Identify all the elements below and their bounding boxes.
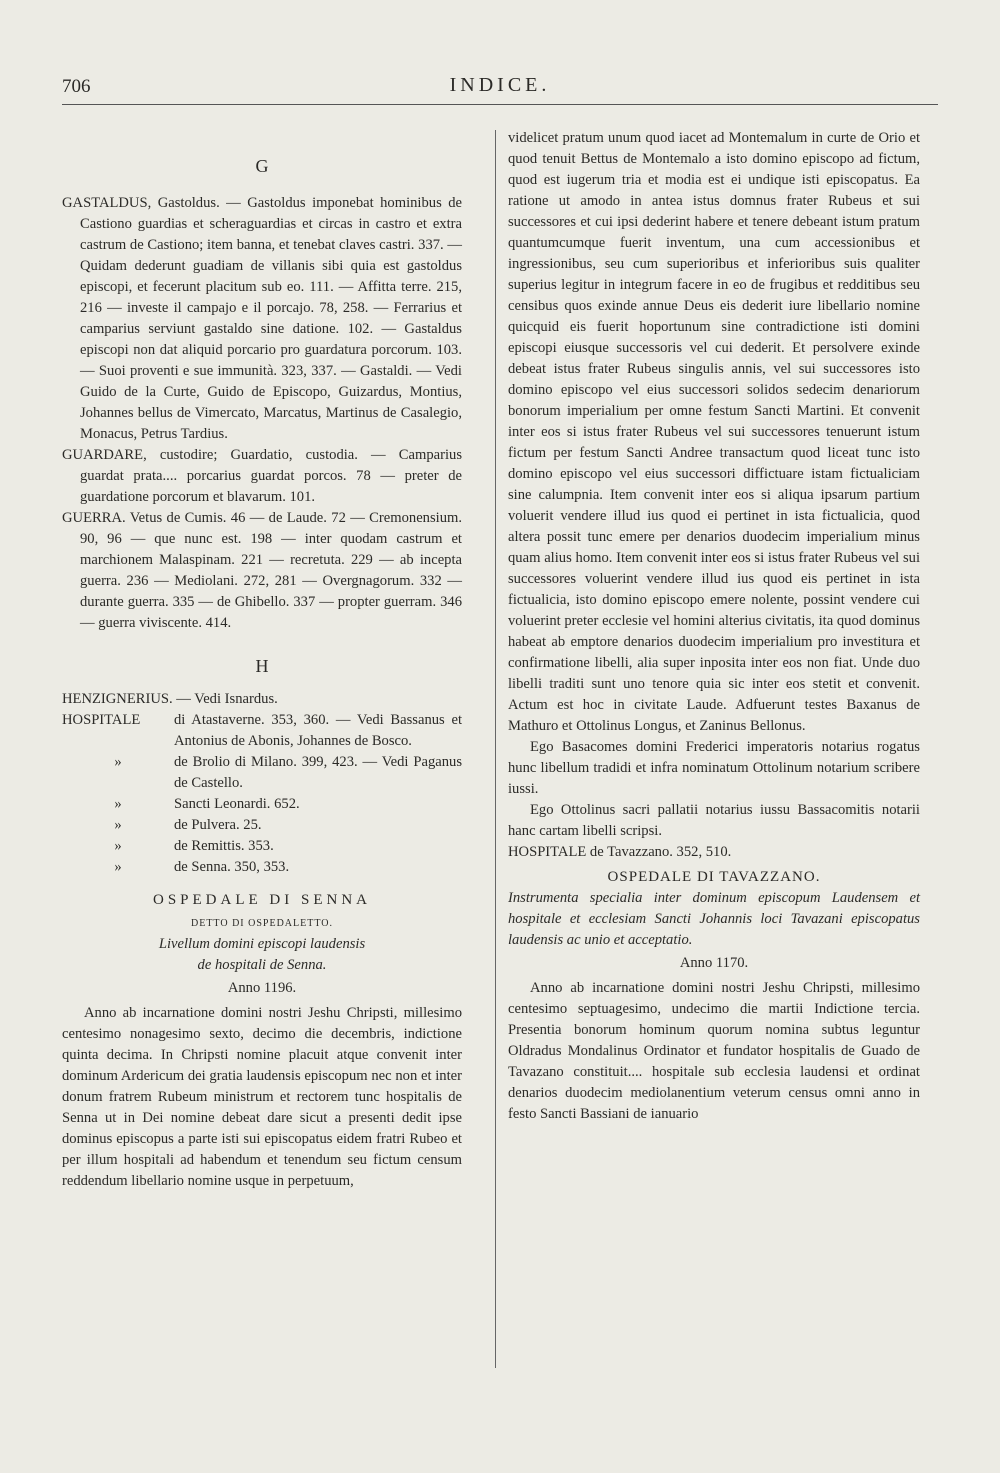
document-body-continued: videlicet pratum unum quod iacet ad Montemalum in curte de Orio et quod tenuit Bettus de Montemalo a isto domino episcopo ad fictum, quod est iugerum tria et modia est ei undique isti episcopatus. Ea ratione ut amodo in antea istus domnus frater Rubeus et sui successores et cui ipsi dederint habere et tenere debeant istum pratum quantumcumque fuerit inventum, una cum accessionibus et ingressionibus, seu cum superioribus et inferioribus suis qualiter superius legitur in integrum facere in eo de frugibus et redditibus seu censibus quos exinde annue Deus eis dederit iure libellario nomine quicquid eis fuerit hoportunum sine contradictione isti domini episcopi eiusque successoris vel cui dederit. Et persolvere exinde debeat istus frater Rubeus singulis annis, vel sui successores isto domino episcopo vel eius successori solidos sedecim denariorum bonorum imperialium per omne festum Sancti Martini. Et convenit inter eos si istus frater Rubeus vel sui successores tenuerunt istum fictum per festum Sancti Andree transactum quod liceat tunc isto domino episcopo vel eius successori diffictuare istam fictualiciam sine calumpnia. Item convenit inter eos si aliqua ipsarum partium voluerit vendere illud ius quod ei pertinet in ista fictualicia, quod altera possit tunc emere per denarios duodecim imperialium minus quam alius homo. Item convenit inter eos si istus frater Rubeus vel sui successores voluerint vendere illud ius quod eis pertinet in ista fictualicia, isto domino episcopo emere nolente, possint vendere cui voluerint preter ecclesie vel homini alterius civitatis, ita quod dominus habeat ab emptore denarios duodecim imperialium pro investitura et confirmatione libelli, alia super inposita inter eos non fiat. Unde duo libelli traditi sunt uno tenore quia sic inter eos stetit et convenit. Actum est hoc in civitate Laude. Adfuerunt testes Baxanus de Mathuro et Ottolinus Longus, et Zaninus Bellonus. bbox=[508, 130, 920, 734]
entry-hospitale bbox=[62, 710, 462, 752]
entry-hospitale-tavazzano: HOSPITALE de Tavazzano. 352, 510. bbox=[508, 844, 732, 860]
hospitale-subentry bbox=[62, 752, 462, 794]
section-subtitle: DETTO DI OSPEDALETTO. bbox=[190, 918, 333, 929]
hospitale-subentry bbox=[62, 836, 462, 857]
subentry-text: Sancti Leonardi. 652. bbox=[174, 796, 300, 812]
column-divider bbox=[495, 130, 496, 1368]
section-title-tavazzano: OSPEDALE DI TAVAZZANO. bbox=[607, 869, 821, 885]
entry-guardare: GUARDARE, custodire; Guardatio, custodia. — Camparius guardat prata.... porcarius guardat porcos. 78 — preter de guardatione porcorum et blavarum. 101. bbox=[62, 447, 462, 505]
section-title-senna: OSPEDALE DI SENNA bbox=[153, 892, 371, 908]
subentry-text: de Remittis. 353. bbox=[174, 838, 274, 854]
document-year: Anno 1196. bbox=[227, 980, 297, 996]
ditto-mark: » bbox=[114, 796, 122, 812]
page-header bbox=[62, 72, 938, 106]
ditto-mark: » bbox=[114, 817, 122, 833]
entry-guerra: GUERRA. Vetus de Cumis. 46 — de Laude. 72 — Cremonensium. 90, 96 — que nunc est. 198 — inter quodam castrum et marchionem Malaspinam. 221 — recretuta. 229 — ab incepta guerra. 236 — Mediolani. 272, 281 — Overgnagorum. 332 — durante guerra. 335 — de Ghibello. 337 — propter guerram. 346 — guerra viviscente. 414. bbox=[62, 510, 462, 631]
right-column bbox=[508, 128, 920, 1125]
hospitale-subentry bbox=[62, 815, 462, 836]
letter-heading-h: H bbox=[255, 656, 269, 676]
subentry-text: de Senna. 350, 353. bbox=[174, 859, 290, 875]
left-column bbox=[62, 128, 462, 1192]
subentry-text: de Pulvera. 25. bbox=[174, 817, 262, 833]
hospitale-subentry bbox=[62, 794, 462, 815]
running-title: INDICE. bbox=[449, 74, 551, 96]
page-number: 706 bbox=[62, 76, 91, 97]
ditto-mark: » bbox=[114, 838, 122, 854]
notary-paragraph: Ego Ottolinus sacri pallatii notarius iussu Bassacomitis notarii hanc cartam libelli scripsi. bbox=[508, 802, 920, 839]
document-title-line: de hospitali de Senna. bbox=[197, 957, 327, 973]
notary-paragraph: Ego Basacomes domini Frederici imperatoris notarius rogatus hunc libellum tradidi et infra nominatum Ottolinum notarium scribere iussi. bbox=[508, 739, 920, 797]
document-body: Anno ab incarnatione domini nostri Jeshu Chripsti, millesimo centesimo nonagesimo sexto, decimo die decembris, indictione quinta decima. In Chripsti nomine placuit atque convenit inter dominum Ardericum dei gratia laudensis episcopum nec non et inter donum fratrem Rubeum ministrum et rectorem tunc hospitalis de Senna ut in Dei nomine debeat dare sicut a presenti dedit ipse dominus episcopus a parte isti sui episcopatus eidem fratri Rubeo et per illum hospitali ad habendum et tenendum seu fictum censum reddendum libellario nomine usque in perpetuum, bbox=[62, 1005, 462, 1189]
entry-henzignerius: HENZIGNERIUS. — Vedi Isnardus. bbox=[62, 691, 278, 707]
document-title: Instrumenta specialia inter dominum episcopum Laudensem et hospitale et ecclesiam Sancti Johannis loci Tavazani episcopatus laudensis ac unio et acceptatio. bbox=[508, 890, 920, 948]
entry-gastaldus: GASTALDUS, Gastoldus. — Gastoldus imponebat hominibus de Castiono guardias et scheraguardias et circas in castro et extra castrum de Castiono; item banna, et tenebat claves castri. 337. — Quidam dederunt guadiam de villanis sibi quia est gastoldus episcopi, et fecerunt placitum sub eo. 111. — Affitta terre. 215, 216 — investe il campajo e il porcajo. 78, 258. — Ferrarius et camparius serviunt gastaldo sine datione. 102. — Gastaldus episcopi non dat aliquid porcario pro guardatura porcorum. 103. — Suoi proventi e sue immunità. 323, 337. — Gastaldi. — Vedi Guido de la Curte, Guido de Episcopo, Guizardus, Montius, Johannes bellus de Vimercato, Marcatus, Martinus de Casalegio, Monacus, Petrus Tardius. bbox=[62, 195, 462, 442]
document-year: Anno 1170. bbox=[679, 955, 749, 971]
hospitale-subentry bbox=[62, 857, 462, 878]
subentry-text: de Brolio di Milano. 399, 423. — Vedi Paganus de Castello. bbox=[174, 754, 462, 791]
header-rule bbox=[62, 104, 938, 105]
document-body: Anno ab incarnatione domini nostri Jeshu Chripsti, millesimo centesimo septuagesimo, undecimo die martii Indictione tercia. Presentia bonorum hominum quorum nomina subtus leguntur Oldradus Mondalinus Ordinator et fundator hospitalis de Guado de Tavazano constituit.... hospitale sub ecclesia laudensi et ordinat denarios duodecim mediolanentium veterum census omni anno in festo Sancti Bassiani de ianuario bbox=[508, 980, 920, 1122]
document-title-line: Livellum domini episcopi laudensis bbox=[158, 936, 366, 952]
hospitale-first-text: di Atastaverne. 353, 360. — Vedi Bassanus et Antonius de Abonis, Johannes de Bosco. bbox=[174, 712, 462, 749]
letter-heading-g: G bbox=[255, 156, 269, 176]
ditto-mark: » bbox=[114, 754, 122, 770]
hospitale-label: HOSPITALE bbox=[62, 712, 141, 728]
ditto-mark: » bbox=[114, 859, 122, 875]
